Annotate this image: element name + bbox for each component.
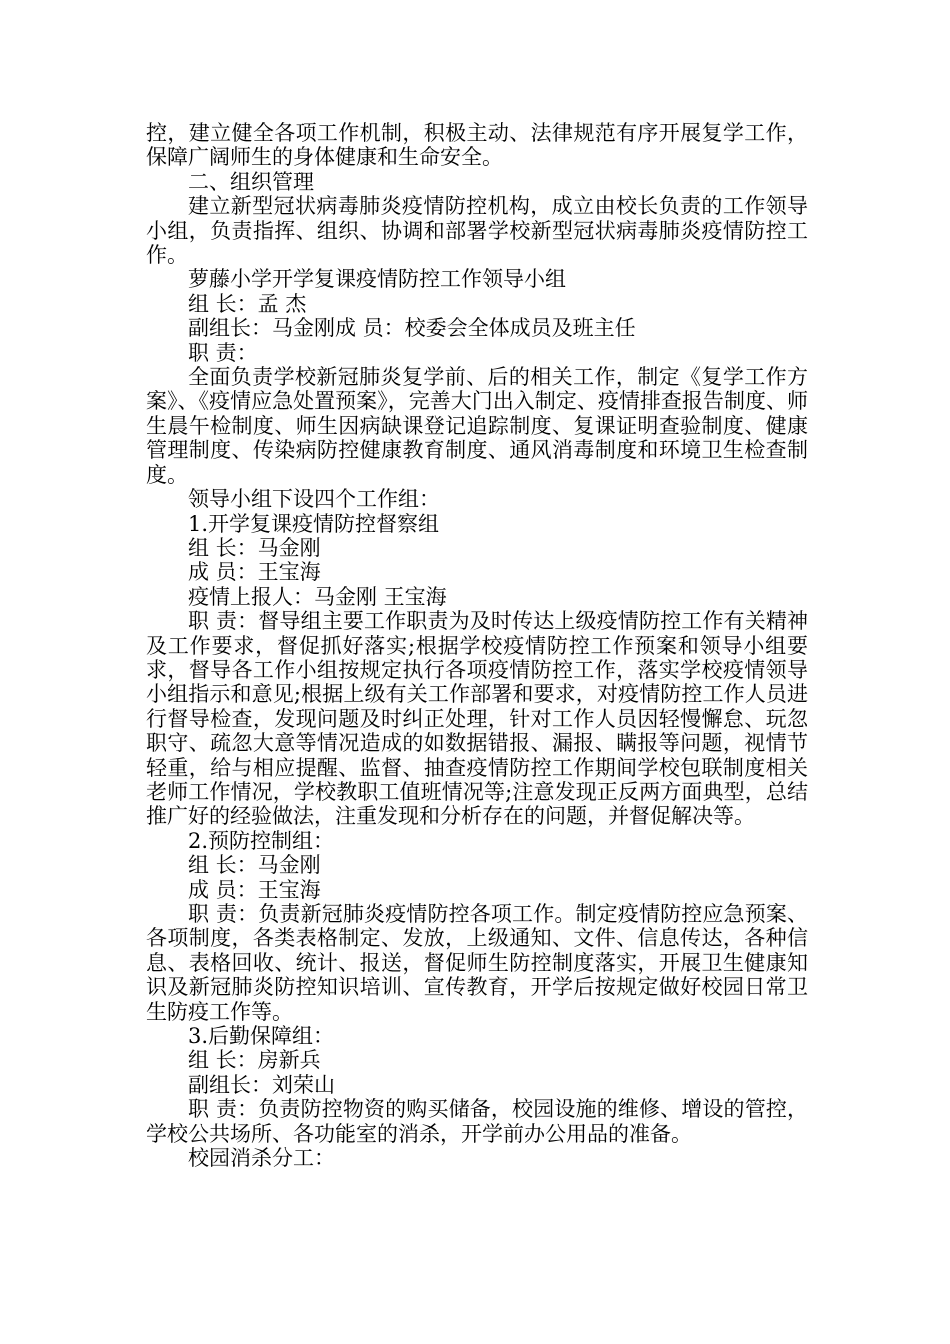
paragraph: 3.后勤保障组： (188, 1024, 335, 1049)
paragraph: 职 责：督导组主要工作职责为及时传达上级疫情防控工作有关精神及工作要求，督促抓好落实;根据学校疫情防控工作预案和领导小组要求，督导各工作小组按规定执行各项疫情防控工作，落实学校疫情领导小组指示和意见;根据上级有关工作部署和要求，对疫情防控工作人员进行督导检查，发现问题及时纠正处理，针对工作人员因轻慢懈怠、玩忽职守、疏忽大意等情况造成的如数据错报、漏报、瞒报等问题，视情节轻重，给与相应提醒、监督、抽查疫情防控工作期间学校包联制度相关老师工作情况，学校教职工值班情况等;注意发现正反两方面典型，总结推广好的经验做法，注重发现和分析存在的问题，并督促解决等。 (146, 609, 808, 829)
paragraph: 组 长：孟 杰 (188, 291, 307, 316)
paragraph: 控，建立健全各项工作机制，积极主动、法律规范有序开展复学工作，保障广阔师生的身体健康和生命安全。 (146, 121, 808, 170)
paragraph: 疫情上报人：马金刚 王宝海 (188, 584, 447, 609)
paragraph: 副组长：刘荣山 (188, 1072, 335, 1097)
paragraph: 成 员：王宝海 (188, 560, 321, 585)
paragraph: 建立新型冠状病毒肺炎疫情防控机构，成立由校长负责的工作领导小组，负责指挥、组织、协调和部署学校新型冠状病毒肺炎疫情防控工作。 (146, 194, 808, 268)
document-page (146, 121, 808, 1170)
paragraph: 职 责：负责防控物资的购买储备，校园设施的维修、增设的管控，学校公共场所、各功能室的消杀，开学前办公用品的准备。 (146, 1097, 808, 1146)
paragraph: 二、组织管理 (188, 169, 314, 194)
paragraph: 成 员：王宝海 (188, 877, 321, 902)
paragraph: 副组长：马金刚成 员：校委会全体成员及班主任 (188, 316, 636, 341)
paragraph: 职 责：负责新冠肺炎疫情防控各项工作。制定疫情防控应急预案、各项制度，各类表格制定、发放，上级通知、文件、信息传达，各种信息、表格回收、统计、报送，督促师生防控制度落实，开展卫生健康知识及新冠肺炎防控知识培训、宣传教育，开学后按规定做好校园日常卫生防疫工作等。 (146, 902, 808, 1024)
paragraph: 2.预防控制组： (188, 828, 335, 853)
paragraph: 领导小组下设四个工作组： (188, 487, 440, 512)
paragraph: 组 长：房新兵 (188, 1048, 321, 1073)
paragraph: 萝藤小学开学复课疫情防控工作领导小组 (188, 267, 566, 292)
paragraph: 全面负责学校新冠肺炎复学前、后的相关工作，制定《复学工作方案》、《疫情应急处置预案》，完善大门出入制定、疫情排查报告制度、师生晨午检制度、师生因病缺课登记追踪制度、复课证明查验制度、健康管理制度、传染病防控健康教育制度、通风消毒制度和环境卫生检查制度。 (146, 365, 808, 487)
paragraph: 职 责： (188, 340, 258, 365)
paragraph: 1.开学复课疫情防控督察组 (188, 511, 440, 536)
paragraph: 组 长：马金刚 (188, 853, 321, 878)
paragraph: 校园消杀分工： (188, 1146, 335, 1171)
paragraph: 组 长：马金刚 (188, 535, 321, 560)
